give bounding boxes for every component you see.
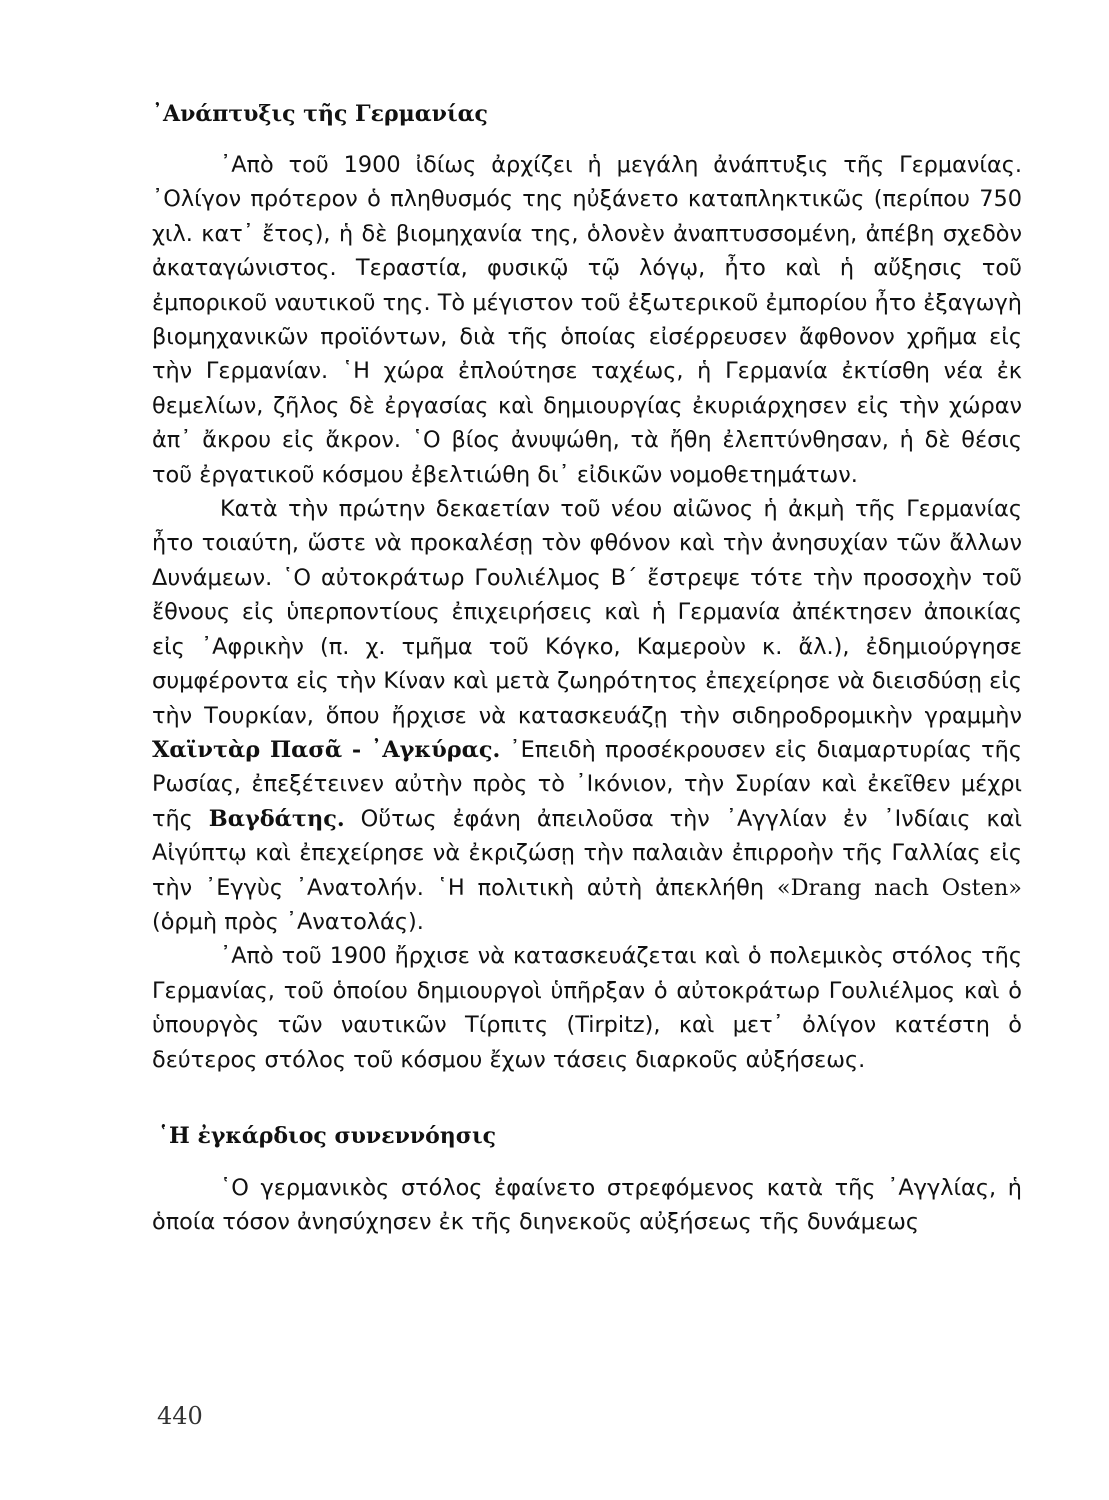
paragraph <box>152 939 1022 1077</box>
text-segment: Οὕτως ἐφάνη ἀπειλοῦσα τὴν ᾿Αγγλίαν ἐν ᾿Ινδίαις καὶ Αἰγύπτῳ καὶ ἐπεχείρησε νὰ ἐκριζώσῃ τὴν παλαιὰν ἐπιρροὴν τῆς Γαλλίας εἰς τὴν ᾿Εγγὺς ᾿Ανατολήν. ῾Η πολιτικὴ αὐτὴ ἀπεκλήθη <box>152 805 1023 901</box>
text-segment: (ὁρμὴ πρὸς ᾿Ανατολάς). <box>152 908 424 935</box>
text-segment: ᾿Απὸ τοῦ 1900 ἤρχισε νὰ κατασκευάζεται καὶ ὁ πολεμικὸς στόλος τῆς Γερμανίας, τοῦ ὁποίου δημιουργοὶ ὑπῆρξαν ὁ αὐτοκράτωρ Γουλιέλμος καὶ ὁ ὑπουργὸς τῶν ναυτικῶν Τίρπιτς (Tirpitz), καὶ μετ᾿ ὀλίγον κατέστη ὁ δεύτερος στόλος τοῦ κόσμου ἔχων τάσεις διαρκοῦς αὐξήσεως. <box>152 943 1022 1073</box>
section-heading-germany-development: ᾿Ανάπτυξις τῆς Γερμανίας <box>152 101 488 127</box>
section-heading-entente-cordiale: ῾Η ἐγκάρδιος συνεννόησις <box>158 1122 497 1149</box>
text-segment: ᾿Επειδὴ προσέκρουσεν εἰς διαμαρτυρίας τῆς Ρωσίας, ἐπεξέτεινεν αὐτὴν πρὸς τὸ ᾿Ικόνιον, τὴν Συρίαν καὶ ἐκεῖθεν μέχρι τῆς <box>152 736 1022 832</box>
text-segment: Κατὰ τὴν πρώτην δεκαετίαν τοῦ νέου αἰῶνος ἡ ἀκμὴ τῆς Γερμανίας ἦτο τοιαύτη, ὥστε νὰ προκαλέσῃ τὸν φθόνον καὶ τὴν ἀνησυχίαν τῶν ἄλλων Δυνάμεων. ῾Ο αὐτοκράτωρ Γουλιέλμος Β΄ ἔστρεψε τότε τὴν προσοχὴν τοῦ ἔθνους εἰς ὑπερποντίους ἐπιχειρήσεις καὶ ἡ Γερμανία ἀπέκτησεν ἀποικίας εἰς ᾿Αφρικὴν (π. χ. τμῆμα τοῦ Κόγκο, Καμεροὺν κ. ἄλ.), ἐδημιούργησε συμφέροντα εἰς τὴν Κίναν καὶ μετὰ ζωηρότητος ἐπεχείρησε νὰ διεισδύσῃ εἰς τὴν Τουρκίαν, ὅπου ἤρχισε νὰ κατασκευάζῃ τὴν σιδηροδρομικὴν γραμμὴν <box>152 496 1022 729</box>
text-segment: ῾Ο γερμανικὸς στόλος ἐφαίνετο στρεφόμενος κατὰ τῆς ᾿Αγγλίας, ἡ ὁποία τόσον ἀνησύχησεν ἐκ τῆς διηνεκοῦς αὐξήσεως τῆς δυνάμεως <box>152 1174 1022 1236</box>
text-segment: ᾿Απὸ τοῦ 1900 ἰδίως ἀρχίζει ἡ μεγάλη ἀνάπτυξις τῆς Γερμανίας. ᾿Ολίγον πρότερον ὁ πληθυσμός της ηὐξάνετο καταπληκτικῶς (περίπου 750 χιλ. κατ᾿ ἔτος), ἡ δὲ βιομηχανία της, ὁλονὲν ἀναπτυσσομένη, ἀπέβη σχεδὸν ἀκαταγώνιστος. Τεραστία, φυσικῷ τῷ λόγῳ, ἦτο καὶ ἡ αὔξησις τοῦ ἐμπορικοῦ ναυτικοῦ της. Τὸ μέγιστον τοῦ ἐξωτερικοῦ ἐμπορίου ἦτο ἐξαγωγὴ βιομηχανικῶν προϊόντων, διὰ τῆς ὁποίας εἰσέρρευσεν ἄφθονον χρῆμα εἰς τὴν Γερμανίαν. ῾Η χώρα ἐπλούτησε ταχέως, ἡ Γερμανία ἐκτίσθη νέα ἐκ θεμελίων, ζῆλος δὲ ἐργασίας καὶ δημιουργίας ἐκυριάρχησεν εἰς τὴν χώραν ἀπ᾿ ἄκρου εἰς ἄκρον. ῾Ο βίος ἀνυψώθη, τὰ ἤθη ἐλεπτύνθησαν, ἡ δὲ θέσις τοῦ ἐργατικοῦ κόσμου ἐβελτιώθη δι᾿ εἰδικῶν νομοθετημάτων. <box>152 152 1022 488</box>
emphasis-baghdad: Βαγδάτης. <box>208 805 345 832</box>
paragraph <box>152 492 1022 939</box>
emphasis-railway-line: Χαϊντὰρ Πασᾶ - ᾿Αγκύρας. <box>152 736 501 763</box>
quote-drang-nach-osten: «Drang nach Osten» <box>776 874 1022 901</box>
paragraph <box>152 148 1022 492</box>
page-number: 440 <box>157 1402 203 1430</box>
page-body <box>152 96 1022 1240</box>
paragraph <box>152 1171 1022 1240</box>
